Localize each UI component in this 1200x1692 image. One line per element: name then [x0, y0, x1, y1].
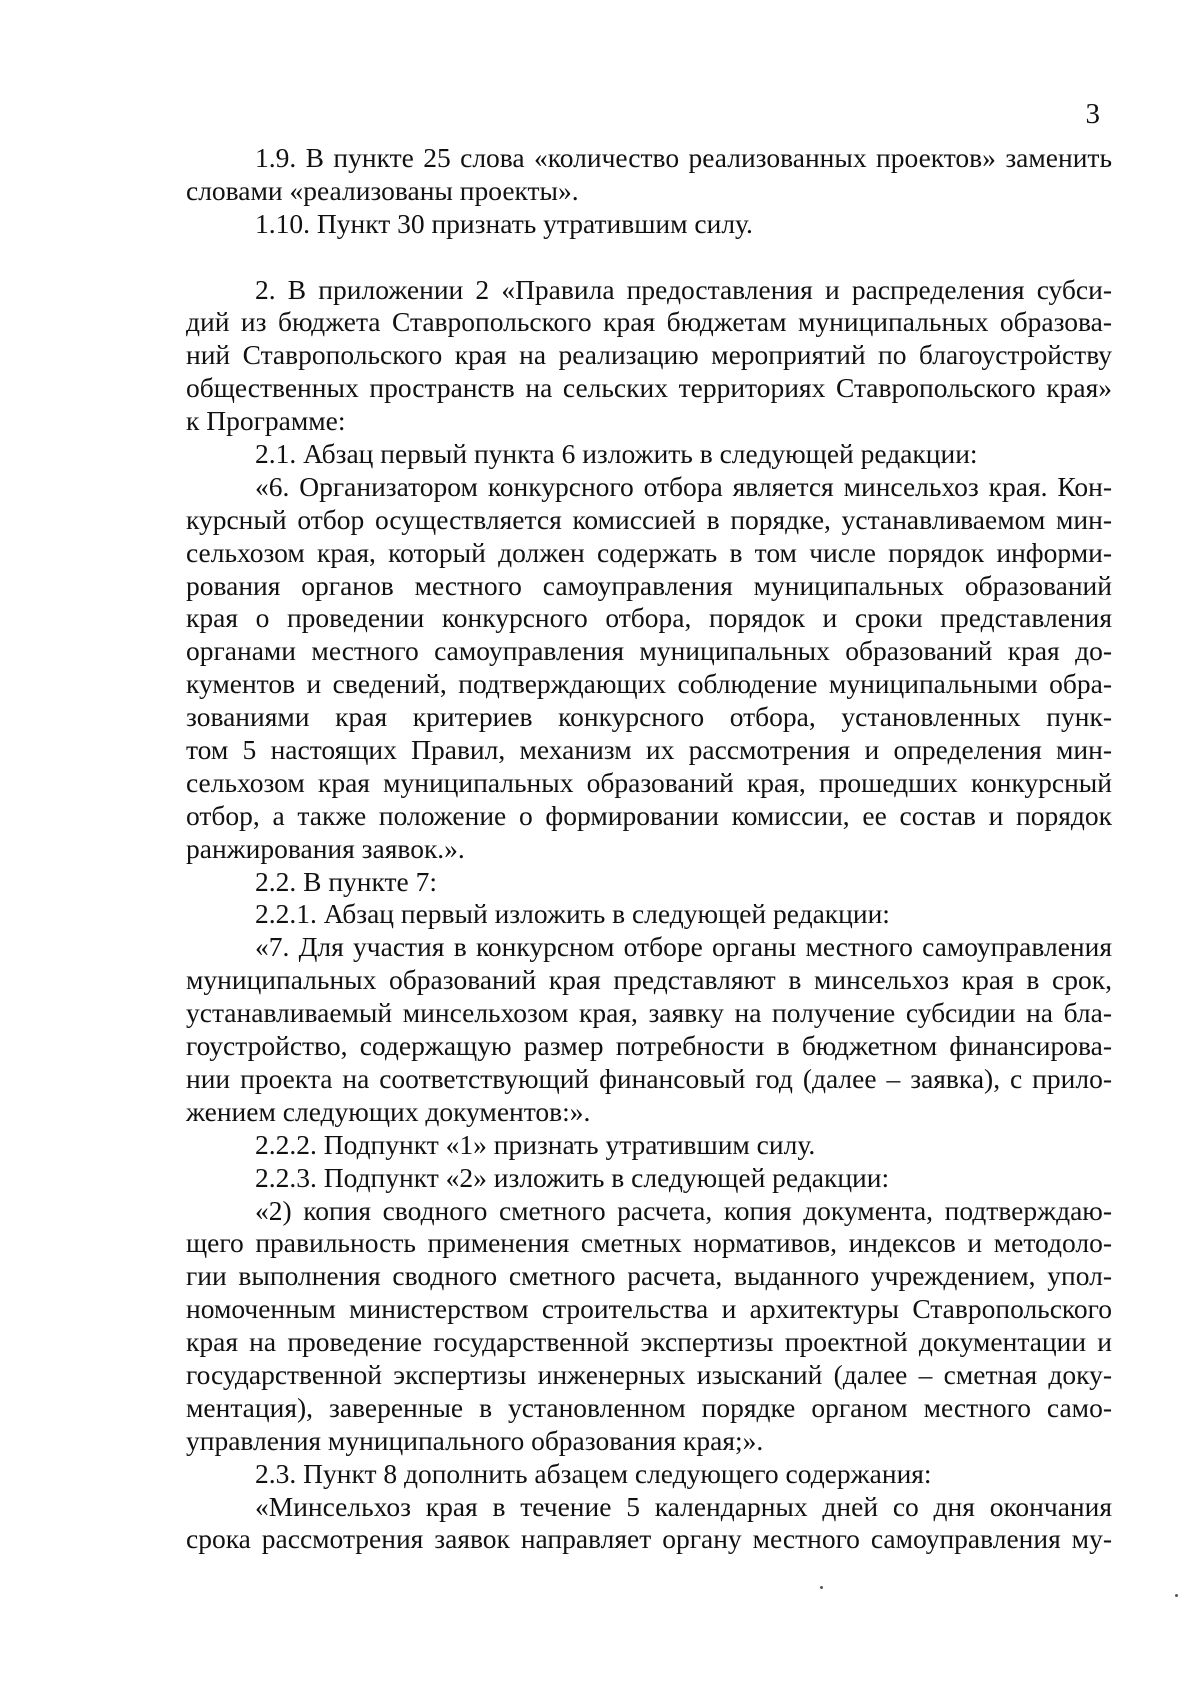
text-line: срока рассмотрения заявок направляет органу местного самоуправления му- — [186, 1523, 1112, 1555]
text-line: нии проекта на соответствующий финансовый год (далее – заявка), с прило- — [186, 1062, 1112, 1094]
text-line: 2.2.3. Подпункт «2» изложить в следующей редакции: — [255, 1161, 890, 1193]
text-line: курсный отбор осуществляется комиссией в порядке, устанавливаемом мин- — [186, 503, 1112, 535]
page-number: 3 — [1085, 98, 1100, 130]
text-line: устанавливаемый минсельхозом края, заявку на получение субсидии на бла- — [186, 997, 1112, 1029]
text-line: государственной экспертизы инженерных изысканий (далее – сметная доку- — [186, 1358, 1112, 1390]
text-line: общественных пространств на сельских территориях Ставропольского края» — [186, 372, 1112, 404]
text-line: щего правильность применения сметных нормативов, индексов и методоло- — [186, 1227, 1112, 1259]
text-line: отбор, а также положение о формировании комиссии, ее состав и порядок — [186, 799, 1112, 831]
text-line: номоченным министерством строительства и архитектуры Ставропольского — [186, 1293, 1112, 1325]
text-line: муниципальных образований края представляют в минсельхоз края в срок, — [186, 964, 1112, 996]
text-line: «7. Для участия в конкурсном отборе органы местного самоуправления — [255, 931, 1112, 963]
text-line: дий из бюджета Ставропольского края бюджетам муниципальных образова- — [186, 306, 1112, 338]
text-line: «Минсельхоз края в течение 5 календарных дней со дня окончания — [255, 1490, 1112, 1522]
document-body — [186, 142, 1112, 1556]
text-line: сельхозом края, который должен содержать в том числе порядок информи- — [186, 536, 1112, 568]
text-line: 2.2. В пункте 7: — [255, 865, 438, 897]
scan-speck — [820, 1586, 823, 1589]
text-line: жением следующих документов:». — [186, 1095, 591, 1127]
text-line: к Программе: — [186, 405, 346, 437]
text-line: ранжирования заявок.». — [186, 832, 465, 864]
text-line: кументов и сведений, подтверждающих соблюдение муниципальными обра- — [186, 668, 1112, 700]
text-line: 2.3. Пункт 8 дополнить абзацем следующего содержания: — [255, 1457, 932, 1489]
text-line: ментация), заверенные в установленном порядке органом местного само- — [186, 1391, 1112, 1423]
text-line: органами местного самоуправления муниципальных образований края до- — [186, 635, 1112, 667]
text-line: 2.2.1. Абзац первый изложить в следующей редакции: — [255, 898, 890, 930]
text-line: сельхозом края муниципальных образований края, прошедших конкурсный — [186, 766, 1112, 798]
text-line: 2.1. Абзац первый пункта 6 изложить в следующей редакции: — [255, 438, 978, 470]
text-line: словами «реализованы проекты». — [186, 174, 579, 206]
text-line: ний Ставропольского края на реализацию мероприятий по благоустройству — [186, 339, 1112, 371]
text-line: «6. Организатором конкурсного отбора является минсельхоз края. Кон- — [255, 470, 1112, 502]
text-line: управления муниципального образования края;». — [186, 1424, 764, 1456]
text-line: 2.2.2. Подпункт «1» признать утратившим силу. — [255, 1128, 816, 1160]
text-line: 1.10. Пункт 30 признать утратившим силу. — [255, 207, 753, 239]
text-line: зованиями края критериев конкурсного отбора, установленных пунк- — [186, 701, 1112, 733]
text-line: «2) копия сводного сметного расчета, копия документа, подтверждаю- — [255, 1194, 1112, 1226]
scan-speck — [1175, 1594, 1178, 1597]
text-line: гоустройство, содержащую размер потребности в бюджетном финансирова- — [186, 1030, 1112, 1062]
text-line: края о проведении конкурсного отбора, порядок и сроки представления — [186, 602, 1112, 634]
text-line: края на проведение государственной экспертизы проектной документации и — [186, 1326, 1112, 1358]
text-line: 2. В приложении 2 «Правила предоставления и распределения субси- — [255, 273, 1112, 305]
text-line: 1.9. В пункте 25 слова «количество реализованных проектов» заменить — [255, 142, 1112, 173]
text-line: гии выполнения сводного сметного расчета, выданного учреждением, упол- — [186, 1260, 1112, 1292]
text-line: том 5 настоящих Правил, механизм их рассмотрения и определения мин- — [186, 734, 1112, 766]
text-line: рования органов местного самоуправления муниципальных образований — [186, 569, 1112, 601]
paragraph-gap — [186, 241, 1112, 274]
